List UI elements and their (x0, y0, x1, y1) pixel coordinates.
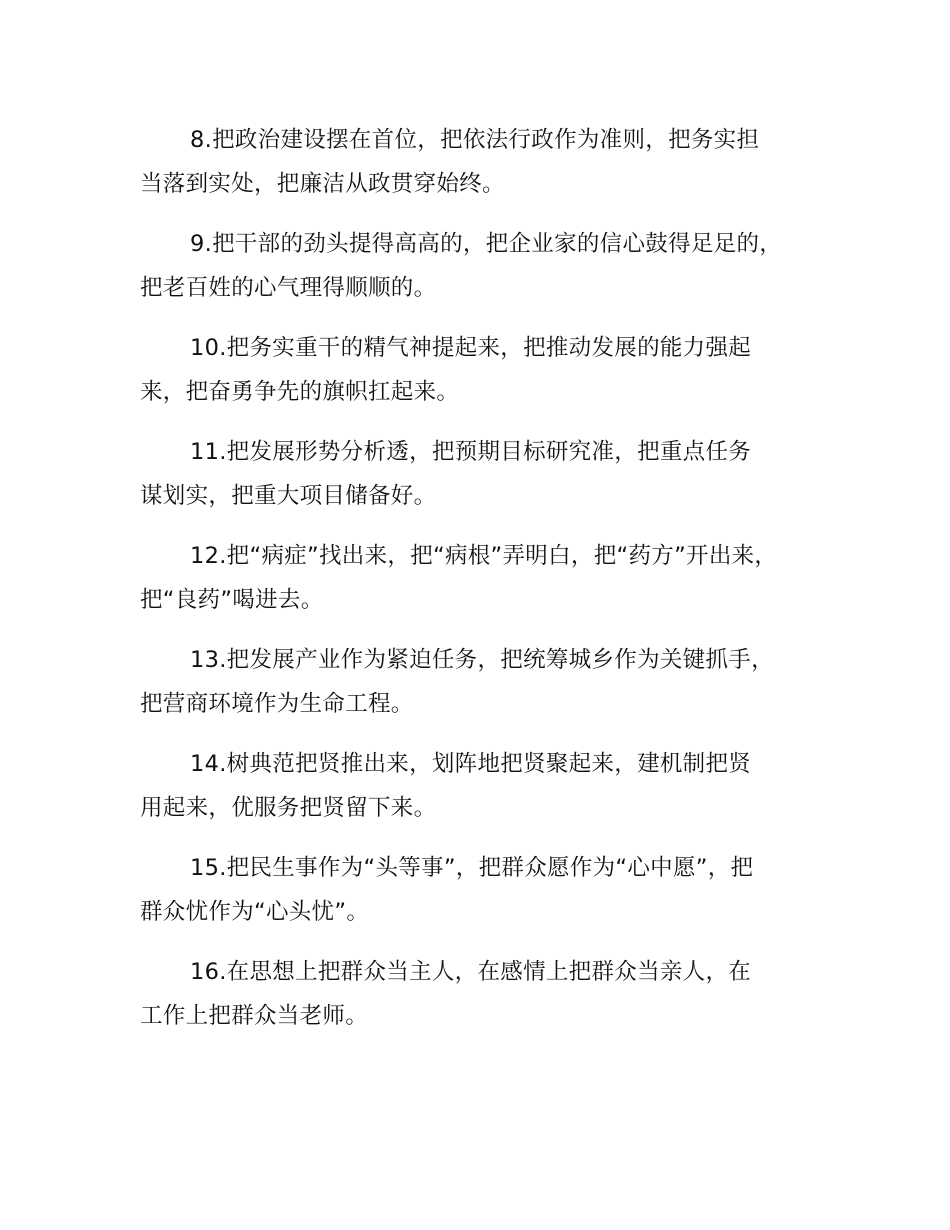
paragraph-line: 10.把务实重干的精气神提起来，把推动发展的能力强起 (190, 335, 752, 361)
paragraph-14 (140, 742, 830, 830)
paragraph-line: 群众忧作为“心头忧”。 (140, 899, 370, 925)
paragraph-13 (140, 638, 830, 726)
paragraph-8 (140, 118, 830, 206)
paragraph-12 (140, 534, 830, 622)
paragraph-line: 用起来，优服务把贤留下来。 (140, 795, 437, 821)
paragraph-9 (140, 222, 830, 310)
document-body (140, 118, 830, 1054)
paragraph-line: 8.把政治建设摆在首位，把依法行政作为准则，把务实担 (190, 127, 760, 153)
paragraph-line: 把“良药”喝进去。 (140, 587, 324, 613)
paragraph-line: 9.把干部的劲头提得高高的，把企业家的信心鼓得足足的， (190, 231, 783, 257)
paragraph-16 (140, 950, 830, 1038)
paragraph-line: 11.把发展形势分析透，把预期目标研究准，把重点任务 (190, 439, 752, 465)
paragraph-11 (140, 430, 830, 518)
paragraph-line: 来，把奋勇争先的旗帜扛起来。 (140, 379, 460, 405)
paragraph-line: 12.把“病症”找出来，把“病根”弄明白，把“药方”开出来， (190, 543, 778, 569)
paragraph-line: 谋划实，把重大项目储备好。 (140, 483, 437, 509)
paragraph-line: 工作上把群众当老师。 (140, 1003, 369, 1029)
paragraph-10 (140, 326, 830, 414)
paragraph-line: 14.树典范把贤推出来，划阵地把贤聚起来，建机制把贤 (190, 751, 752, 777)
paragraph-line: 15.把民生事作为“头等事”，把群众愿作为“心中愿”，把 (190, 855, 754, 881)
paragraph-line: 把老百姓的心气理得顺顺的。 (140, 275, 437, 301)
paragraph-line: 16.在思想上把群众当主人，在感情上把群众当亲人，在 (190, 959, 752, 985)
paragraph-line: 当落到实处，把廉洁从政贯穿始终。 (140, 171, 505, 197)
paragraph-15 (140, 846, 830, 934)
paragraph-line: 13.把发展产业作为紧迫任务，把统筹城乡作为关键抓手， (190, 647, 774, 673)
paragraph-line: 把营商环境作为生命工程。 (140, 691, 414, 717)
